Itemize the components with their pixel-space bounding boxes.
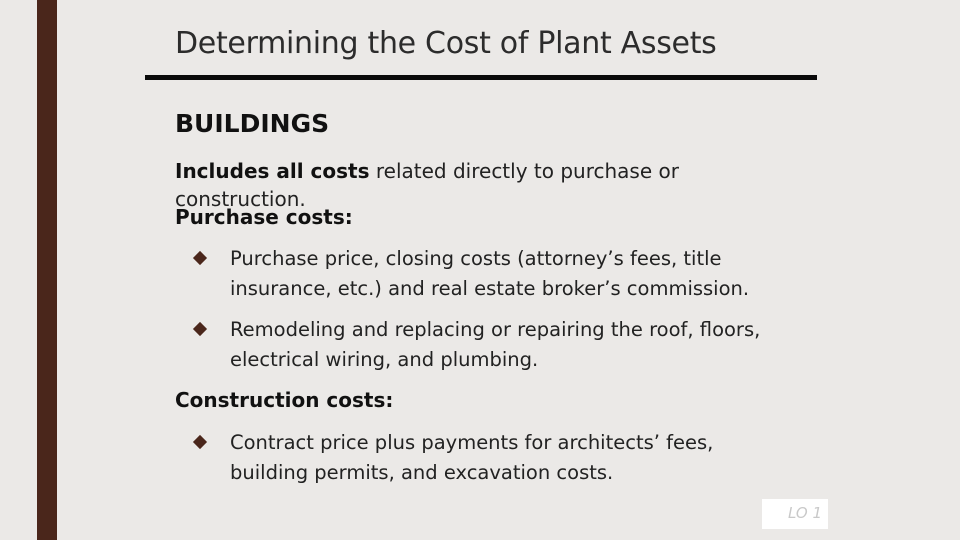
section-heading: BUILDINGS bbox=[175, 109, 330, 138]
diamond-bullet-icon bbox=[193, 251, 207, 265]
purchase-costs-label: Purchase costs: bbox=[175, 205, 353, 229]
title-underline bbox=[145, 75, 817, 80]
intro-rest: related directly to purchase or construction. bbox=[175, 159, 679, 211]
construction-costs-label: Construction costs: bbox=[175, 388, 394, 412]
diamond-bullet-icon bbox=[193, 435, 207, 449]
diamond-bullet-icon bbox=[193, 322, 207, 336]
bullet-text: Purchase price, closing costs (attorney’s fees, title insurance, etc.) and real estate broker’s commission. bbox=[230, 247, 750, 300]
slide-title: Determining the Cost of Plant Assets bbox=[175, 26, 717, 61]
left-accent-bar bbox=[37, 0, 57, 540]
intro-bold: Includes all costs bbox=[175, 159, 370, 183]
bullet-text: Remodeling and replacing or repairing the roof, floors, electrical wiring, and plumbing. bbox=[230, 318, 761, 371]
learning-objective-label: LO 1 bbox=[787, 504, 822, 522]
learning-objective-badge bbox=[762, 499, 828, 529]
bullet-text: Contract price plus payments for architects’ fees, building permits, and excavation costs. bbox=[230, 431, 714, 484]
